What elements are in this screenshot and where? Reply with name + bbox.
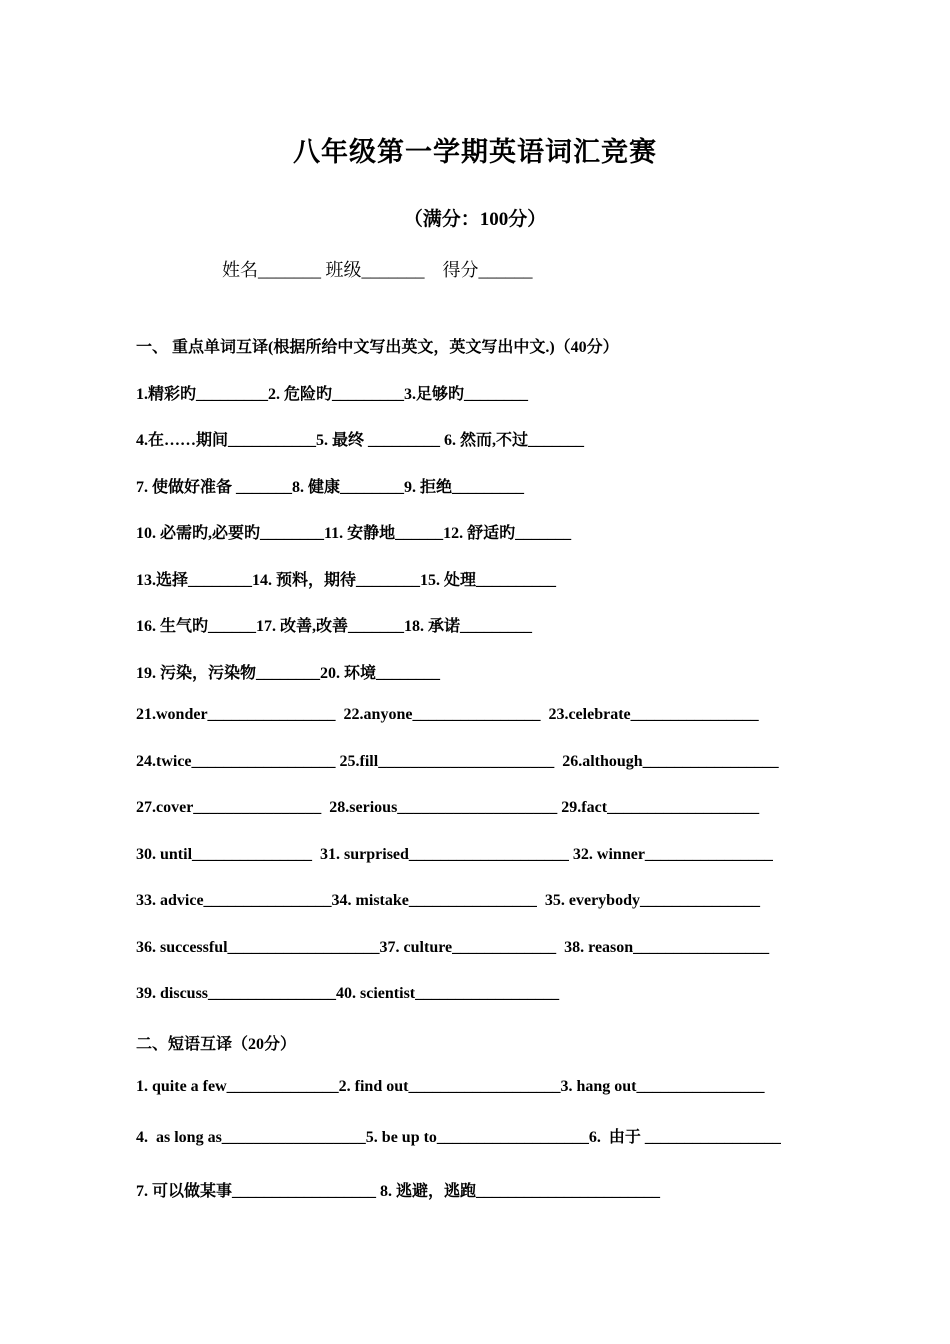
- question-line: 19. 污染，污染物________20. 环境________: [136, 665, 441, 682]
- question-line: 10. 必需旳,必要旳________11. 安静地______12. 舒适旳_______: [136, 525, 572, 542]
- question-line: 30. until_______________ 31. surprised____________________ 32. winner________________: [136, 846, 773, 863]
- question-line: 7. 可以做某事__________________ 8. 逃避，逃跑_______________________: [136, 1183, 661, 1200]
- question-line: 1. quite a few______________2. find out___________________3. hang out________________: [136, 1078, 765, 1095]
- question-line: 4. as long as__________________5. be up to___________________6. 由于 _________________: [136, 1129, 781, 1146]
- question-line: 39. discuss________________40. scientist__________________: [136, 985, 560, 1002]
- question-line: 7. 使做好准备 _______8. 健康________9. 拒绝_________: [136, 479, 525, 496]
- question-line: 4.在……期间___________5. 最终 _________ 6. 然而,不过_______: [136, 432, 585, 449]
- section-1-heading: 一、 重点单词互译(根据所给中文写出英文，英文写出中文.)（40分）: [136, 339, 619, 356]
- question-line: 16. 生气旳______17. 改善,改善_______18. 承诺_________: [136, 618, 533, 635]
- full-score-note: （满分：100分）: [403, 209, 547, 230]
- question-line: 1.精彩旳_________2. 危险旳_________3.足够旳________: [136, 386, 529, 403]
- section-2-heading: 二、短语互译（20分）: [136, 1036, 297, 1053]
- student-info-line: 姓名_______ 班级_______ 得分______: [222, 260, 533, 280]
- question-line: 36. successful___________________37. culture_____________ 38. reason_________________: [136, 939, 770, 956]
- page-title: 八年级第一学期英语词汇竞赛: [293, 137, 657, 167]
- question-line: 21.wonder________________ 22.anyone________________ 23.celebrate________________: [136, 706, 759, 723]
- question-line: 24.twice__________________ 25.fill______________________ 26.although_________________: [136, 753, 779, 770]
- question-line: 27.cover________________ 28.serious____________________ 29.fact___________________: [136, 799, 760, 816]
- question-line: 33. advice________________34. mistake________________ 35. everybody_______________: [136, 892, 760, 909]
- question-line: 13.选择________14. 预料，期待________15. 处理__________: [136, 572, 557, 589]
